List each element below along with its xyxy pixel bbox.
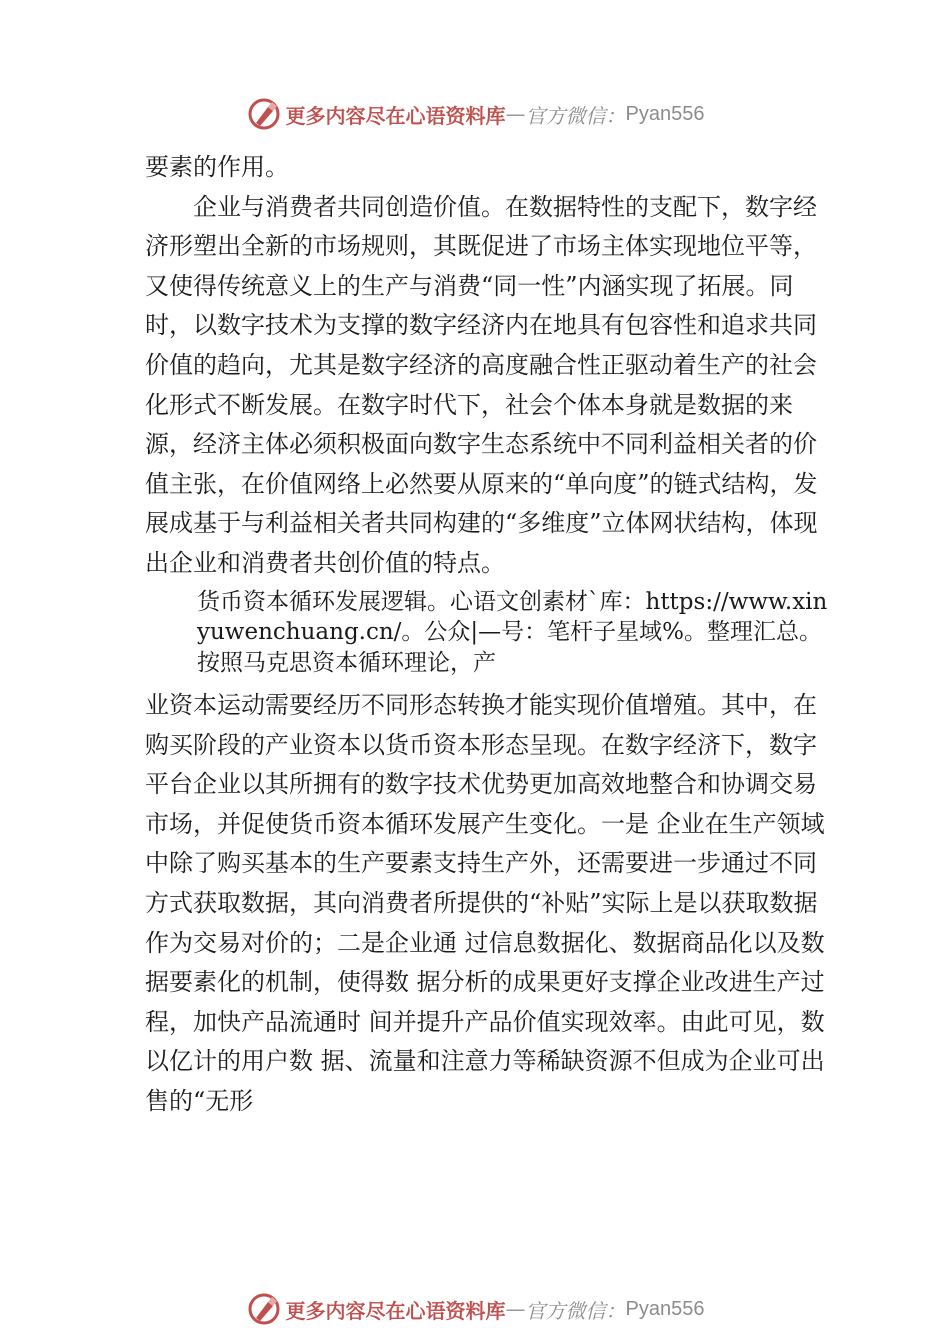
header-separator: — [505, 102, 526, 126]
footer-official-label: 官方微信： [525, 1298, 626, 1323]
header-banner [0, 92, 950, 136]
pen-nib-logo-icon [246, 96, 282, 132]
paragraph-money-capital-heading: 货币资本循环发展逻辑。心语文创素材`库：https://www.xinyuwenchuang.cn/。公众|—号：笔杆子星域%。整理汇总。按照马克思资本循环理论，产 [197, 588, 828, 676]
footer-banner [0, 1287, 950, 1331]
pen-nib-logo-icon [246, 1291, 282, 1327]
header-brand: 更多内容尽在心语资料库 [285, 103, 506, 128]
header-wechat-id: Pyan556 [625, 102, 705, 125]
footer-brand: 更多内容尽在心语资料库 [285, 1298, 506, 1323]
paragraph-capital-movement: 业资本运动需要经历不同形态转换才能实现价值增殖。其中，在购买阶段的产业资本以货币资本形态呈现。在数字经济下，数字平台企业以其所拥有的数字技术优势更加高效地整合和协调交易市场，并促使货币资本循环发展产生变化。一是 企业在生产领域中除了购买基本的生产要素支持生产外，还需要进一步通过不同方式获取数据，其向消费者所提供的“补贴”实际上是以获取数据作为交易对价的；二是企业通 过信息数据化、数据商品化以及数据要素化的机制，使得数 据分析的成果更好支撑企业改进生产过程，加快产品流通时 间并提升产品价值实现效率。由此可见，数以亿计的用户数 据、流量和注意力等稀缺资源不但成为企业可出售的“无形 [145, 691, 825, 1115]
header-official-label: 官方微信： [525, 103, 626, 128]
paragraph-continuation: 要素的作用。 [145, 153, 289, 181]
document-body [145, 148, 835, 1122]
footer-wechat-id: Pyan556 [625, 1297, 705, 1320]
footer-separator: — [505, 1297, 526, 1321]
paragraph-value-cocreation: 企业与消费者共同创造价值。在数据特性的支配下，数字经济形塑出全新的市场规则，其既促进了市场主体实现地位平等，又使得传统意义上的生产与消费“同一性”内涵实现了拓展。同时，以数字技术为支撑的数字经济内在地具有包容性和追求共同价值的趋向，尤其是数字经济的高度融合性正驱动着生产的社会化形式不断发展。在数字时代下，社会个体本身就是数据的来源，经济主体必须积极面向数字生态系统中不同利益相关者的价值主张，在价值网络上必然要从原来的“单向度”的链式结构，发展成基于与利益相关者共同构建的“多维度”立体网状结构，体现出企业和消费者共创价值的特点。 [145, 192, 818, 577]
